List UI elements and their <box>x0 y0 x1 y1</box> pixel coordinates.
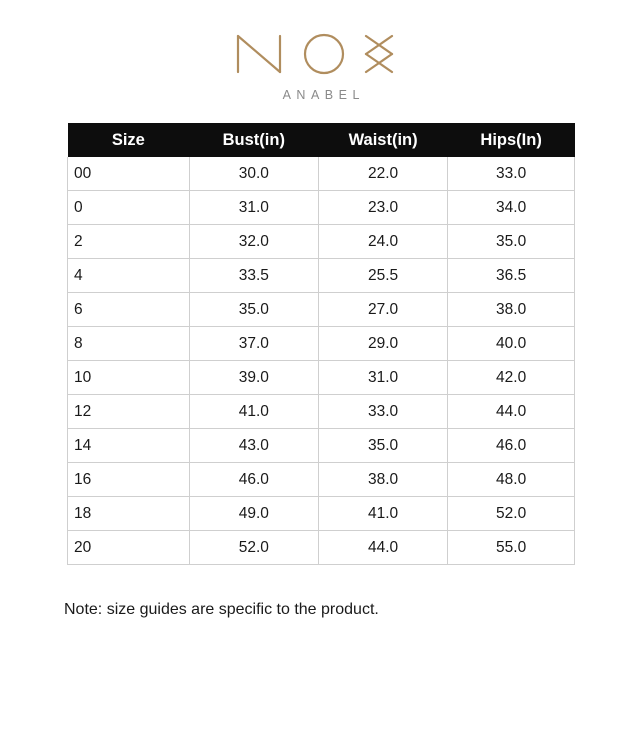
cell-waist: 22.0 <box>318 157 447 191</box>
table-row <box>68 429 575 463</box>
cell-hips: 48.0 <box>448 463 575 497</box>
cell-size: 20 <box>68 531 190 565</box>
table-row <box>68 395 575 429</box>
table-row <box>68 327 575 361</box>
cell-hips: 34.0 <box>448 191 575 225</box>
size-chart-table <box>67 123 575 565</box>
table-row <box>68 293 575 327</box>
cell-waist: 25.5 <box>318 259 447 293</box>
cell-bust: 31.0 <box>189 191 318 225</box>
table-row <box>68 157 575 191</box>
table-row <box>68 225 575 259</box>
cell-hips: 46.0 <box>448 429 575 463</box>
cell-size: 4 <box>68 259 190 293</box>
cell-hips: 42.0 <box>448 361 575 395</box>
cell-hips: 36.5 <box>448 259 575 293</box>
cell-hips: 52.0 <box>448 497 575 531</box>
cell-waist: 23.0 <box>318 191 447 225</box>
cell-size: 18 <box>68 497 190 531</box>
cell-bust: 35.0 <box>189 293 318 327</box>
cell-size: 14 <box>68 429 190 463</box>
size-guide-note: Note: size guides are specific to the product. <box>64 601 379 618</box>
cell-bust: 46.0 <box>189 463 318 497</box>
cell-waist: 38.0 <box>318 463 447 497</box>
brand-logo <box>0 0 642 102</box>
cell-size: 0 <box>68 191 190 225</box>
cell-size: 00 <box>68 157 190 191</box>
cell-size: 10 <box>68 361 190 395</box>
cell-waist: 44.0 <box>318 531 447 565</box>
size-chart-table-container <box>67 123 575 565</box>
table-row <box>68 463 575 497</box>
column-header-size: Size <box>68 123 190 157</box>
table-row <box>68 531 575 565</box>
column-header-bust: Bust(in) <box>189 123 318 157</box>
cell-size: 12 <box>68 395 190 429</box>
cell-bust: 49.0 <box>189 497 318 531</box>
table-row <box>68 361 575 395</box>
cell-hips: 38.0 <box>448 293 575 327</box>
cell-hips: 55.0 <box>448 531 575 565</box>
cell-waist: 33.0 <box>318 395 447 429</box>
cell-hips: 33.0 <box>448 157 575 191</box>
cell-bust: 30.0 <box>189 157 318 191</box>
cell-size: 2 <box>68 225 190 259</box>
nox-wordmark-icon <box>226 26 416 82</box>
column-header-waist: Waist(in) <box>318 123 447 157</box>
cell-hips: 40.0 <box>448 327 575 361</box>
table-row <box>68 497 575 531</box>
cell-size: 8 <box>68 327 190 361</box>
column-header-hips: Hips(In) <box>448 123 575 157</box>
table-header <box>68 123 575 157</box>
table-row <box>68 191 575 225</box>
cell-hips: 44.0 <box>448 395 575 429</box>
cell-waist: 35.0 <box>318 429 447 463</box>
cell-bust: 33.5 <box>189 259 318 293</box>
cell-waist: 24.0 <box>318 225 447 259</box>
cell-bust: 43.0 <box>189 429 318 463</box>
cell-bust: 52.0 <box>189 531 318 565</box>
table-body <box>68 157 575 565</box>
cell-waist: 31.0 <box>318 361 447 395</box>
cell-size: 16 <box>68 463 190 497</box>
brand-subtitle: ANABEL <box>282 88 365 102</box>
cell-waist: 29.0 <box>318 327 447 361</box>
table-row <box>68 259 575 293</box>
cell-bust: 37.0 <box>189 327 318 361</box>
cell-bust: 41.0 <box>189 395 318 429</box>
cell-bust: 32.0 <box>189 225 318 259</box>
cell-hips: 35.0 <box>448 225 575 259</box>
cell-waist: 41.0 <box>318 497 447 531</box>
cell-waist: 27.0 <box>318 293 447 327</box>
table-header-row <box>68 123 575 157</box>
cell-bust: 39.0 <box>189 361 318 395</box>
cell-size: 6 <box>68 293 190 327</box>
